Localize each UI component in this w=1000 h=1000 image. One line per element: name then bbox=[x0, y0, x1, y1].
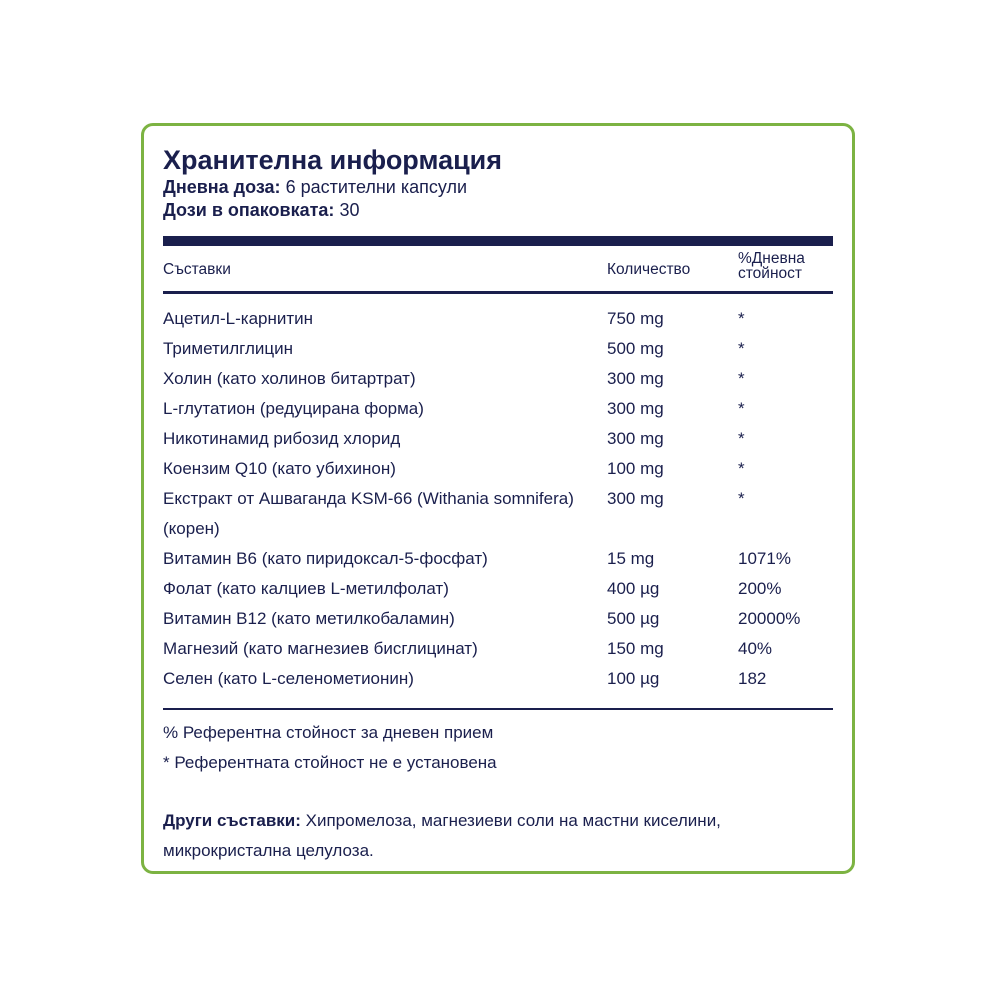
table-row bbox=[163, 394, 833, 424]
ingredient-name: Коензим Q10 (като убихинон) bbox=[163, 459, 396, 478]
ingredient-name: L-глутатион (редуцирана форма) bbox=[163, 399, 424, 418]
table-row bbox=[163, 334, 833, 364]
ingredient-amount: 300 mg bbox=[607, 429, 664, 448]
ingredient-daily-value: * bbox=[738, 369, 745, 388]
ingredient-amount: 300 mg bbox=[607, 369, 664, 388]
table-row bbox=[163, 454, 833, 484]
ingredient-amount: 100 µg bbox=[607, 669, 660, 688]
ingredient-name: Селен (като L-селенометионин) bbox=[163, 669, 414, 688]
ingredient-daily-value: 40% bbox=[738, 639, 773, 658]
header-daily-value bbox=[738, 251, 805, 281]
panel-content bbox=[163, 144, 833, 866]
daily-dose-label: Дневна доза: bbox=[163, 177, 281, 197]
ingredient-amount: 300 mg bbox=[607, 489, 664, 508]
ingredient-amount: 500 mg bbox=[607, 339, 664, 358]
ingredient-name: Никотинамид рибозид хлорид bbox=[163, 429, 401, 448]
ingredient-name: Магнезий (като магнезиев бисглицинат) bbox=[163, 639, 478, 658]
ingredient-amount: 15 mg bbox=[607, 549, 655, 568]
servings-line bbox=[163, 199, 833, 222]
header-amount: Количество bbox=[607, 261, 691, 278]
daily-dose-value: 6 растителни капсули bbox=[280, 177, 468, 197]
ingredient-amount: 150 mg bbox=[607, 639, 664, 658]
table-row bbox=[163, 424, 833, 454]
ingredient-name: Фолат (като калциев L-метилфолат) bbox=[163, 579, 449, 598]
footnotes bbox=[163, 718, 833, 778]
daily-dose-line bbox=[163, 176, 833, 199]
header-daily-value-line1: %Дневна bbox=[738, 250, 805, 267]
ingredient-name: Витамин B6 (като пиридоксал-5-фосфат) bbox=[163, 549, 488, 568]
servings-value: 30 bbox=[334, 200, 360, 220]
ingredient-amount: 100 mg bbox=[607, 459, 664, 478]
ingredient-daily-value: * bbox=[738, 309, 745, 328]
panel-title: Хранителна информация bbox=[163, 145, 503, 175]
table-row bbox=[163, 604, 833, 634]
ingredient-table bbox=[163, 304, 833, 694]
ingredient-daily-value: * bbox=[738, 459, 745, 478]
ingredient-daily-value: * bbox=[738, 429, 745, 448]
other-ingredients-value: Хипромелоза, магнезиеви соли на мастни киселини, микрокристална целулоза. bbox=[163, 811, 721, 860]
ingredient-amount: 500 µg bbox=[607, 609, 660, 628]
footnote-not-established: * Референтната стойност не е установена bbox=[163, 753, 497, 772]
footnote-reference-value: % Референтна стойност за дневен прием bbox=[163, 723, 494, 742]
ingredient-daily-value: 182 bbox=[738, 669, 767, 688]
table-row bbox=[163, 634, 833, 664]
other-ingredients bbox=[163, 806, 833, 866]
ingredient-name: Витамин B12 (като метилкобаламин) bbox=[163, 609, 455, 628]
header-daily-value-line2: стойност bbox=[738, 265, 802, 282]
ingredient-amount: 400 µg bbox=[607, 579, 660, 598]
table-row bbox=[163, 574, 833, 604]
ingredient-name: Холин (като холинов битартрат) bbox=[163, 369, 416, 388]
header-ingredient: Съставки bbox=[163, 261, 231, 278]
ingredient-daily-value: 200% bbox=[738, 579, 782, 598]
ingredient-amount: 750 mg bbox=[607, 309, 664, 328]
ingredient-daily-value: * bbox=[738, 339, 745, 358]
header-divider bbox=[163, 291, 833, 294]
other-ingredients-label: Други съставки: bbox=[163, 811, 301, 830]
table-row bbox=[163, 664, 833, 694]
ingredient-name: Екстракт от Ашваганда KSM-66 (Withania somnifera) (корен) bbox=[163, 489, 574, 538]
table-row bbox=[163, 364, 833, 394]
bottom-divider bbox=[163, 708, 833, 710]
servings-label: Дози в опаковката: bbox=[163, 200, 335, 220]
nutrition-facts-panel bbox=[141, 123, 855, 874]
ingredient-daily-value: * bbox=[738, 399, 745, 418]
table-row bbox=[163, 544, 833, 574]
ingredient-daily-value: 20000% bbox=[738, 609, 801, 628]
table-row bbox=[163, 304, 833, 334]
ingredient-daily-value: * bbox=[738, 489, 745, 508]
ingredient-name: Триметилглицин bbox=[163, 339, 294, 358]
ingredient-daily-value: 1071% bbox=[738, 549, 791, 568]
thick-divider bbox=[163, 236, 833, 246]
table-row bbox=[163, 484, 833, 544]
ingredient-amount: 300 mg bbox=[607, 399, 664, 418]
ingredient-name: Ацетил-L-карнитин bbox=[163, 309, 314, 328]
table-header bbox=[163, 246, 833, 286]
